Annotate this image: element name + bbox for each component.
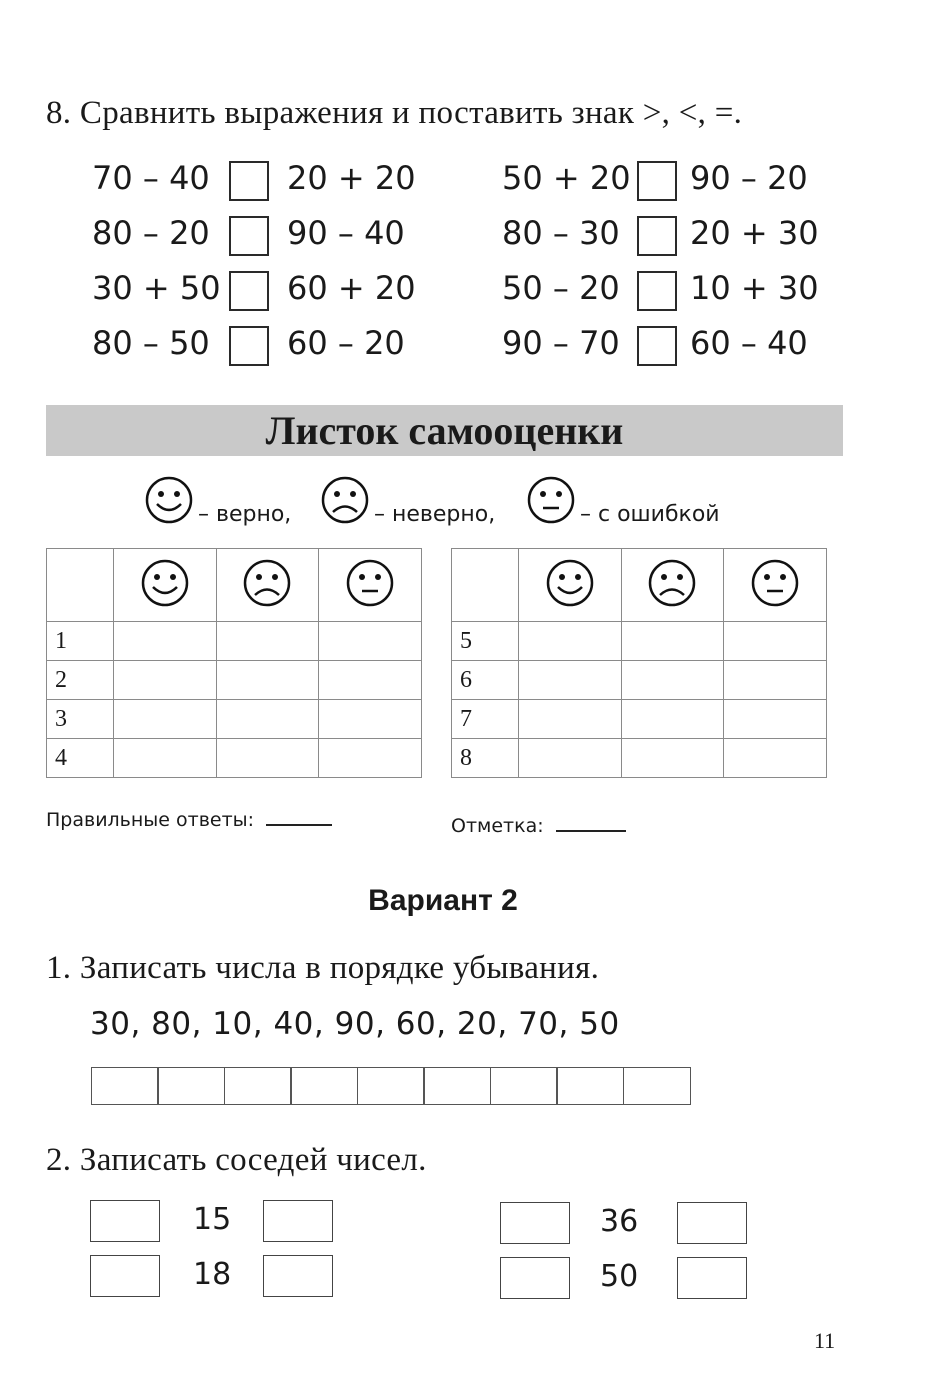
answer-cell[interactable] <box>623 1067 691 1105</box>
header-neutral <box>724 549 827 622</box>
expr-left-3-a: 30 + 50 <box>92 269 221 307</box>
sad-face-icon <box>647 558 697 608</box>
neighbor-number: 36 <box>600 1204 639 1239</box>
rating-cell[interactable] <box>319 661 422 700</box>
rating-cell[interactable] <box>724 700 827 739</box>
row-number: 5 <box>452 622 519 661</box>
neighbor-number: 50 <box>600 1259 639 1294</box>
expr-left-4-b: 60 – 20 <box>287 324 405 362</box>
row-number: 1 <box>47 622 114 661</box>
sad-face-icon <box>242 558 292 608</box>
smile-face-icon <box>140 558 190 608</box>
correct-answers-label: Правильные ответы: <box>46 809 255 831</box>
rating-cell[interactable] <box>518 700 621 739</box>
task8-title: 8. Сравнить выражения и поставить знак >, <, =. <box>46 95 743 131</box>
row-number: 6 <box>452 661 519 700</box>
expr-right-4-a: 90 – 70 <box>502 324 620 362</box>
task1-title: 1. Записать числа в порядке убывания. <box>46 950 600 986</box>
neighbor-box[interactable] <box>500 1202 570 1244</box>
row-number: 4 <box>47 739 114 778</box>
neighbor-number: 15 <box>193 1202 232 1237</box>
neighbor-box[interactable] <box>90 1200 160 1242</box>
rating-table-left <box>46 548 422 778</box>
neutral-face-icon <box>526 475 576 530</box>
correct-answers-field[interactable] <box>266 806 332 826</box>
answer-cell[interactable] <box>224 1067 292 1105</box>
expr-right-2-a: 80 – 30 <box>502 214 620 252</box>
compare-box[interactable] <box>637 161 677 201</box>
neighbor-number: 18 <box>193 1257 232 1292</box>
compare-box[interactable] <box>229 161 269 201</box>
rating-cell[interactable] <box>113 661 216 700</box>
header-sad <box>216 549 319 622</box>
header-sad <box>621 549 724 622</box>
header-neutral <box>319 549 422 622</box>
rating-cell[interactable] <box>113 739 216 778</box>
compare-box[interactable] <box>229 326 269 366</box>
rating-cell[interactable] <box>113 622 216 661</box>
rating-table-right <box>451 548 827 778</box>
expr-left-4-a: 80 – 50 <box>92 324 210 362</box>
task1-numbers: 30, 80, 10, 40, 90, 60, 20, 70, 50 <box>90 1006 620 1042</box>
header-smile <box>113 549 216 622</box>
legend-mistake: – с ошибкой <box>580 502 720 527</box>
compare-box[interactable] <box>637 216 677 256</box>
rating-cell[interactable] <box>518 622 621 661</box>
rating-cell[interactable] <box>621 739 724 778</box>
task2-title: 2. Записать соседей чисел. <box>46 1142 427 1178</box>
header-smile <box>518 549 621 622</box>
mark-label: Отметка: <box>451 815 544 837</box>
answer-cell[interactable] <box>490 1067 558 1105</box>
rating-cell[interactable] <box>724 739 827 778</box>
self-assessment-banner: Листок самооценки <box>46 405 843 456</box>
expr-right-3-b: 10 + 30 <box>690 269 819 307</box>
rating-cell[interactable] <box>319 622 422 661</box>
neighbor-box[interactable] <box>677 1257 747 1299</box>
rating-cell[interactable] <box>724 661 827 700</box>
smile-face-icon <box>144 475 194 530</box>
neighbor-box[interactable] <box>263 1255 333 1297</box>
page-number: 11 <box>814 1328 836 1353</box>
answer-cell[interactable] <box>357 1067 425 1105</box>
mark-field[interactable] <box>556 812 626 832</box>
corner-cell <box>452 549 519 622</box>
rating-cell[interactable] <box>621 700 724 739</box>
rating-cell[interactable] <box>518 661 621 700</box>
row-number: 2 <box>47 661 114 700</box>
neighbor-box[interactable] <box>500 1257 570 1299</box>
compare-box[interactable] <box>637 271 677 311</box>
neutral-face-icon <box>750 558 800 608</box>
rating-cell[interactable] <box>216 700 319 739</box>
neighbor-box[interactable] <box>677 1202 747 1244</box>
expr-left-2-b: 90 – 40 <box>287 214 405 252</box>
rating-cell[interactable] <box>724 622 827 661</box>
expr-left-1-b: 20 + 20 <box>287 159 416 197</box>
rating-cell[interactable] <box>216 739 319 778</box>
neutral-face-icon <box>345 558 395 608</box>
rating-cell[interactable] <box>113 700 216 739</box>
expr-right-4-b: 60 – 40 <box>690 324 808 362</box>
expr-left-3-b: 60 + 20 <box>287 269 416 307</box>
answer-cells <box>92 1067 691 1105</box>
answer-cell[interactable] <box>91 1067 159 1105</box>
row-number: 3 <box>47 700 114 739</box>
expr-right-3-a: 50 – 20 <box>502 269 620 307</box>
row-number: 8 <box>452 739 519 778</box>
rating-cell[interactable] <box>319 700 422 739</box>
sad-face-icon <box>320 475 370 530</box>
compare-box[interactable] <box>229 271 269 311</box>
answer-cell[interactable] <box>157 1067 225 1105</box>
expr-left-2-a: 80 – 20 <box>92 214 210 252</box>
legend-correct: – верно, <box>198 502 292 527</box>
rating-cell[interactable] <box>216 661 319 700</box>
answer-cell[interactable] <box>423 1067 491 1105</box>
expr-right-1-b: 90 – 20 <box>690 159 808 197</box>
compare-box[interactable] <box>637 326 677 366</box>
rating-cell[interactable] <box>621 661 724 700</box>
rating-cell[interactable] <box>216 622 319 661</box>
rating-cell[interactable] <box>319 739 422 778</box>
answer-cell[interactable] <box>556 1067 624 1105</box>
expr-right-2-b: 20 + 30 <box>690 214 819 252</box>
answer-cell[interactable] <box>290 1067 358 1105</box>
compare-box[interactable] <box>229 216 269 256</box>
neighbor-box[interactable] <box>90 1255 160 1297</box>
row-number: 7 <box>452 700 519 739</box>
smile-face-icon <box>545 558 595 608</box>
legend-wrong: – неверно, <box>374 502 496 527</box>
corner-cell <box>47 549 114 622</box>
expr-left-1-a: 70 – 40 <box>92 159 210 197</box>
rating-cell[interactable] <box>621 622 724 661</box>
variant-title: Вариант 2 <box>368 884 518 917</box>
expr-right-1-a: 50 + 20 <box>502 159 631 197</box>
rating-cell[interactable] <box>518 739 621 778</box>
neighbor-box[interactable] <box>263 1200 333 1242</box>
